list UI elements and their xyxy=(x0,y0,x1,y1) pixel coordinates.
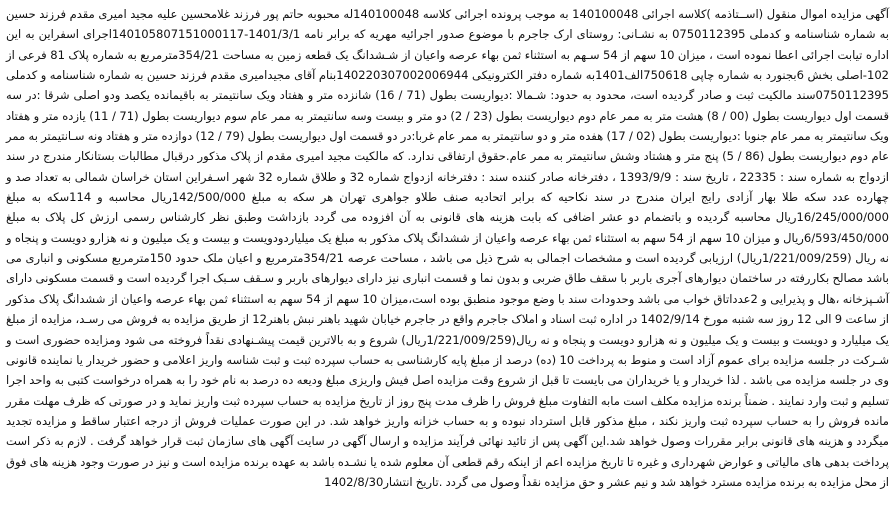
auction-notice-text: آگهی مزایده اموال منقول (اســتاذمه )کلاسه اجرائی 140100048 به موجب پرونده اجرائی کلاسه 140100048له محبوبه حاتم پور فرزند غلامحسین علیه مجید امیری مقدم فرزند حسین به شماره شناسنامه و کدملی 0750112395 به نشـانی: روستای ارک جاجرم با موضوع صدور اجرائیه مهریه که برابر نامه 1401/3/1-140105807151000117اجرای اسفراین به این اداره تیابت اجرائی اعطا نموده است ، میزان 10 سهم از 54 سـهم به استثناء ثمن بهاء عرصه واعیان از شـشدانگ یک قطعه زمین به مساحت 354/21مترمربع به شماره پلاک 81 فرعی از 102-اصلی بخش 6بجنورد به شماره چاپی 750618الف1401به شماره دفتر الکترونیکی 140220307002006944بنام آقای مجیدامیری مقدم فرزند حسین به شماره شناسنامه و کدملی 0750112395سند مالکیت ثبت و صادر گردیده است، محدود به حدود: شـمالا :دیواریست بطول (71 / 16) شانزده متر و هفتاد ویک سانتیمتر به باقیمانده یکصد ودو اصلی شرقا :در سه قسمت اول دیواریست بطول (00 / 8) هشت متر به ممر عام دوم دیواریست بطول (23 / 2) دو متر و بیست وسه سانتیمتر به ممر عام سوم دیواریست بطول (71 / 11) یازده متر و هفتاد ویک سانتیمتر به ممر عام جنوبا :دیواریست بطول (02 / 17) هفده متر و دو سانتیمتر به ممر عام غربا:در دو قسمت اول دیواریست بطول (79 / 12) دوازده متر و هفتاد ونه سـانتیمتر به ممر عام دوم دیواریست بطول (86 / 5) پنج متر و هشتاد وشش سانتیمتر به ممر عام.حقوق ارتفاقی ندارد. که مالکیت مجید امیری مقدم از پلاک مذکور درقبال مطالبات بستانکار مندرج در سند ازدواج به شماره سند : 22335 ، تاریخ سند : 1393/9/9 ، دفترخانه صادر کننده سند : دفترخانه ازدواج شماره 32 و طلاق شماره 32 شهر اسـفراین استان خراسان شمالی به تعداد صد و چهارده عدد سکه طلا بهار آزادی رایج ایران مندرج در سند نکاحیه که برابر اتحادیه صنف طلاو جواهری تهران هر سکه به مبلغ 142/500/000ریال محاسبه و 114سکه به مبلغ 16/245/000/000ریال محاسبه گردیده و باتضمام دو عشر اضافی که بابت هزینه های قانونی به آن افزوده می گردد بازداشت وطبق نظر کارشناس رسمی ارزش کل پلاک به مبلغ 6/593/450/000ریال و میزان 10 سهم از 54 سهم به استثناء ثمن بهاء عرصه واعیان از ششدانگ پلاک مذکور به مبلغ یک میلیاردودویست و بیست و یک میلیون و نه هزارو دویست و پنجاه و نه ریال (1/221/009/259ریال) ارزیابی گردیده است و مشخصات اجمالی به شرح ذیل می باشد ، مساحت عرصه 354/21مترمربع و اعیان ملک حدود 150مترمربع مسکونی و انباری می باشد مصالح بکاررفته در ساختمان دیوارهای آجری باربر با سقف طاق ضربی و بدون نما و قسمت انباری نیز دارای دیوارهای باربر و سـقف سـبک اجرا گردیده است و قسمت مسکونی دارای آشـپزخانه ،هال و پذیرایی و 2عدداتاق خواب می باشد وحدودات سند با وضع موجود منطبق بوده است،میزان 10 سهم از 54 سهم به استثناء ثمن بهاء عرصه واعیان از ششدانگ پلاک مذکور از ساعت 9 الی 12 روز سه شنبه مورخ 1402/9/14 در اداره ثبت اسناد و املاک جاجرم واقع در جاجرم خیابان شهید باهنر نبش باهنر12 از طریق مزایده به فروش می رسـد، مزایده از مبلغ یک میلیارد و دویست و بیست و یک میلیون و نه هزارو دویست و پنجاه و نه ریال(1/221/009/259ریال) شروع و به بالاترین قیمت پیشـنهادی نقداً فروخته می شود ومزایده حضوری است و شـرکت در جلسه مزایده برای عموم آزاد است و منوط به پرداخت 10 (ده) درصد از مبلغ پایه کارشناسی به حساب سپرده ثبت و ثبت شناسه واریز اعلامی و حضور خریدار یا نماینده قانونی وی در جلسه مزایده می باشد . لذا خریدار و یا خریداران می بایست تا قبل از شروع وقت مزایده اصل فیش واریزی مبلغ ودیعه ده درصد به نام خود را به همراه درخواست کتبی به واحد اجرا تسلیم و ثبت وارد نمایند . ضمناً برنده مزایده مکلف است مابه التفاوت مبلغ فروش را ظرف مدت پنج روز از تاریخ مزایده به حساب سپرده ثبت واریز نماید و در صورتی که ظرف مهلت مقرر مانده فروش را به حساب سپرده ثبت واریز نکند ، مبلغ مذکور قابل استرداد نبوده و به حساب خزانه واریز خواهد شد. در این صورت عملیات فروش از درجه اعتبار ساقط و مزایده تجدید میگردد و هزینه های قانونی برابر مقررات وصول خواهد شد.این آگهی پس از تائید نهائی فرآیند مزایده و ارسال آگهی در سایت آگهی های سازمان ثبت قرار خواهد گرفت . لازم به ذکر است پرداخت بدهی های مالیاتی و عوارض شهرداری و غیره تا تاریخ مزایده اعم از اینکه رقم قطعی آن معلوم شده یا نشـده باشد به عهده برنده مزایده است و نیز در صورت وجود هزینه های فوق از محل مزایده به برنده مزایده مسترد خواهد شد و نیم عشر و حق مزایده نقداً وصول می گردد .تاریخ انتشار1402/8/30 xyxy=(6,7,890,489)
